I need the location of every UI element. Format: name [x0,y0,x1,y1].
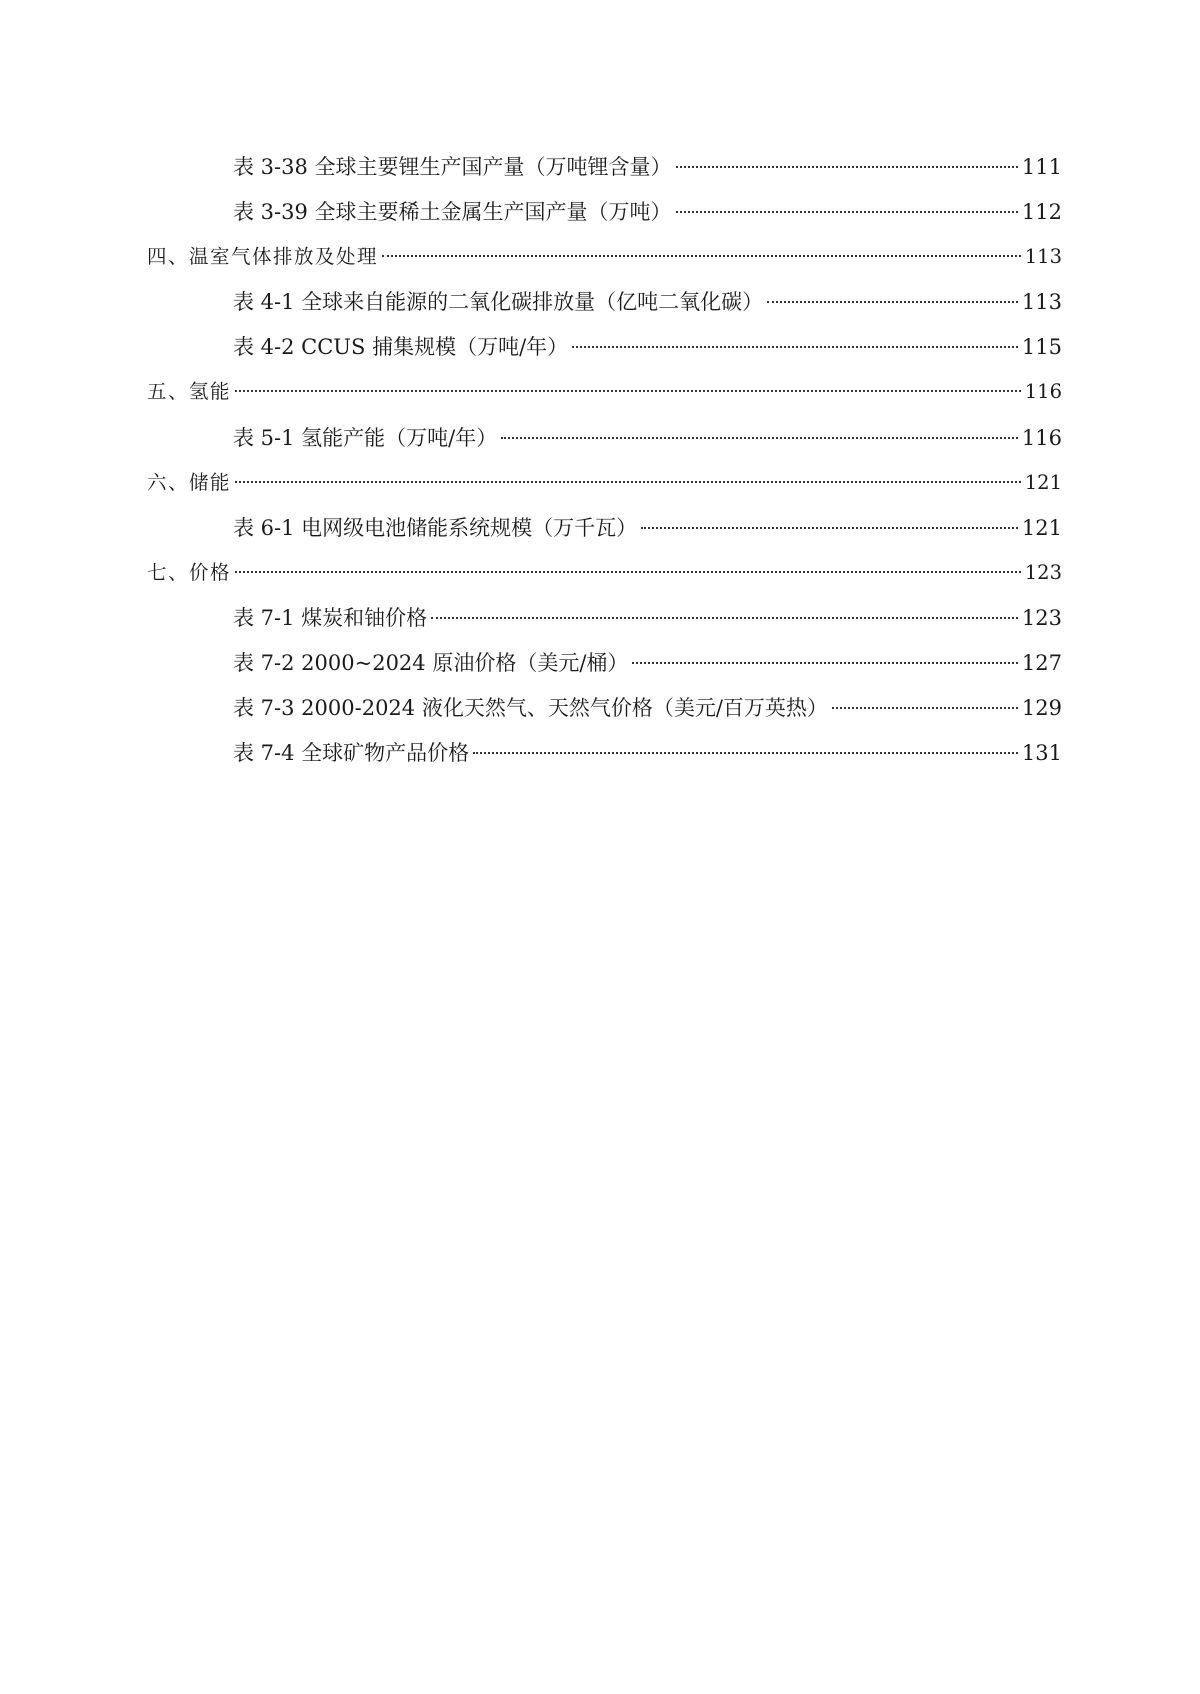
toc-entry-page-number: 115 [1021,335,1062,359]
toc-entry-label: 表 3-39 全球主要稀土金属生产国产量（万吨） [233,200,672,224]
toc-entry-page-number: 116 [1021,426,1062,450]
toc-entry-page-number: 123 [1021,606,1062,630]
dot-leader [235,481,1021,483]
toc-entry-page-number: 121 [1024,471,1062,494]
toc-section-energy-storage[interactable] [147,468,1062,498]
toc-entry-label: 表 4-2 CCUS 捕集规模（万吨/年） [233,335,569,359]
toc-section-label: 五、氢能 [147,380,232,403]
dot-leader [641,527,1018,529]
dot-leader [632,662,1018,664]
toc-entry-table-7-4[interactable] [233,738,1062,768]
dot-leader [676,166,1018,168]
dot-leader [382,255,1021,257]
dot-leader [767,301,1018,303]
toc-section-greenhouse-gas[interactable] [147,242,1062,272]
dot-leader [676,211,1018,213]
toc-entry-table-7-1[interactable] [233,603,1062,633]
toc-entry-page-number: 113 [1021,290,1062,314]
toc-entry-page-number: 112 [1021,200,1062,224]
toc-entry-page-number: 113 [1024,245,1062,268]
toc-entry-table-7-3[interactable] [233,693,1062,723]
toc-entry-table-4-1[interactable] [233,287,1062,317]
toc-entry-label: 表 5-1 氢能产能（万吨/年） [233,426,498,450]
toc-entry-label: 表 7-1 煤炭和铀价格 [233,606,428,630]
dot-leader [501,437,1018,439]
toc-section-label: 六、储能 [147,471,232,494]
toc-entry-label: 表 4-1 全球来自能源的二氧化碳排放量（亿吨二氧化碳） [233,290,764,314]
toc-entry-table-5-1[interactable] [233,423,1062,453]
dot-leader [832,707,1018,709]
toc-entry-page-number: 123 [1024,561,1062,584]
toc-section-label: 七、价格 [147,561,232,584]
toc-entry-page-number: 129 [1021,696,1062,720]
toc-entry-table-4-2[interactable] [233,332,1062,362]
dot-leader [572,346,1018,348]
toc-entry-table-7-2[interactable] [233,648,1062,678]
toc-entry-label: 表 7-2 2000~2024 原油价格（美元/桶） [233,651,629,675]
toc-entry-page-number: 127 [1021,651,1062,675]
toc-section-hydrogen[interactable] [147,377,1062,407]
toc-entry-label: 表 3-38 全球主要锂生产国产量（万吨锂含量） [233,155,672,179]
toc-entry-table-6-1[interactable] [233,513,1062,543]
toc-entry-page-number: 116 [1024,380,1062,403]
toc-section-prices[interactable] [147,558,1062,588]
toc-entry-label: 表 6-1 电网级电池储能系统规模（万千瓦） [233,516,638,540]
dot-leader [235,571,1021,573]
toc-entry-label: 表 7-3 2000-2024 液化天然气、天然气价格（美元/百万英热） [233,696,828,720]
toc-entry-table-3-38[interactable] [233,152,1062,182]
toc-entry-label: 表 7-4 全球矿物产品价格 [233,741,470,765]
dot-leader [473,752,1018,754]
dot-leader [431,617,1018,619]
toc-entry-page-number: 121 [1021,516,1062,540]
toc-entry-page-number: 111 [1021,155,1062,179]
toc-entry-page-number: 131 [1021,741,1062,765]
toc-section-label: 四、温室气体排放及处理 [147,245,379,268]
dot-leader [235,390,1021,392]
toc-entry-table-3-39[interactable] [233,197,1062,227]
